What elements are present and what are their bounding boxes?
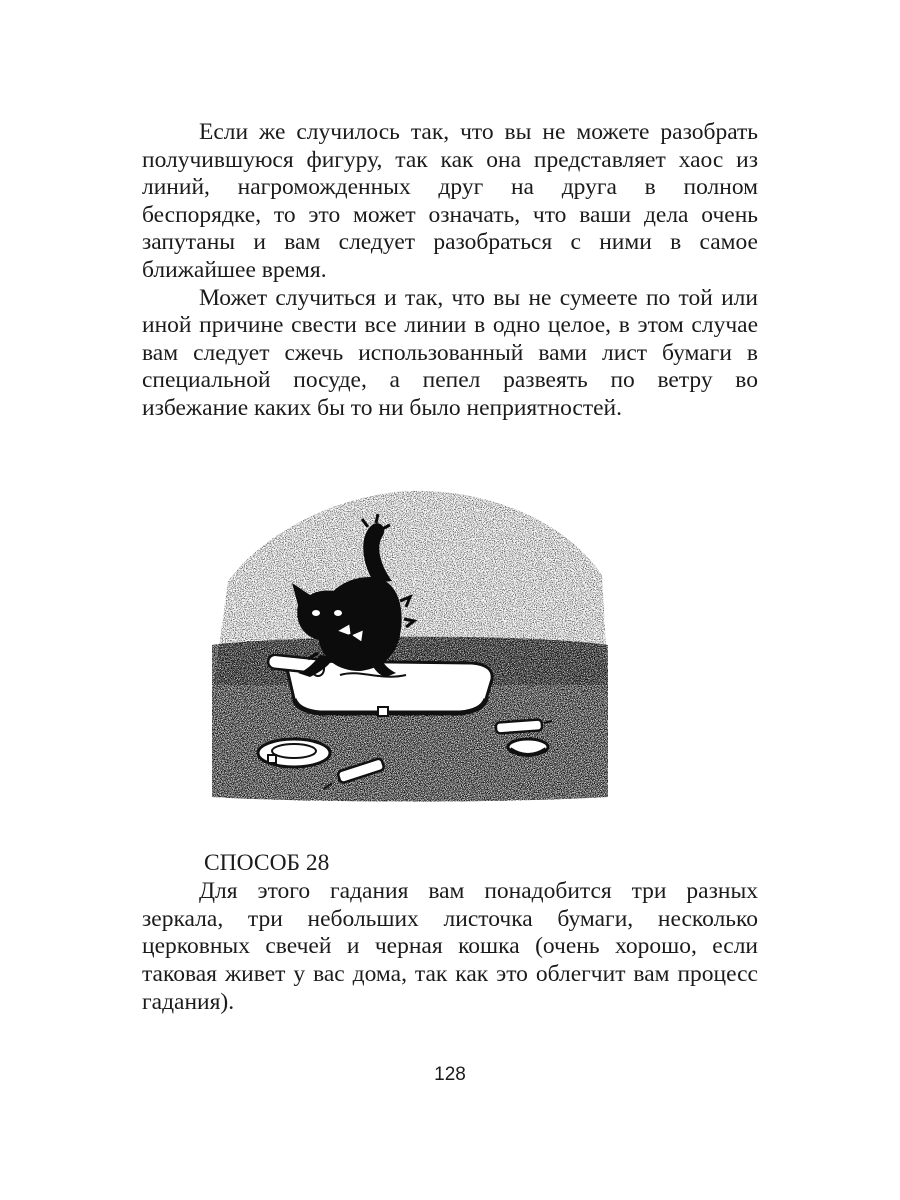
paragraph-1-line-6: ближайшее время. — [142, 257, 327, 283]
paragraph-1-line-4: беспорядке, то это может означать, что ваши дела очень — [142, 202, 758, 228]
round-mirror — [258, 739, 330, 767]
paragraph-1-line-1: Если же случилось так, что вы не можете разобрать — [199, 119, 758, 145]
paragraph-2-line-5: избежание каких бы то ни было неприятностей. — [142, 395, 622, 421]
section-heading: СПОСОБ 28 — [204, 850, 330, 876]
section-line-5: гадания). — [142, 989, 235, 1015]
paragraph-2-line-4: специальной посуде, а пепел развеять по ветру во — [142, 367, 758, 393]
paragraph-1-line-2: получившуюся фигуру, так как она представляет хаос из — [142, 147, 758, 173]
cat-illustration-icon — [210, 485, 610, 805]
paragraph-2-line-3: вам следует сжечь использованный вами лист бумаги в — [142, 340, 758, 366]
section-line-4: таковая живет у вас дома, так как это облегчит вам процесс — [142, 961, 758, 987]
paragraph-2-line-2: иной причине свести все линии в одно целое, в этом случае — [142, 312, 758, 338]
section-line-2: зеркала, три небольших листочка бумаги, несколько — [142, 906, 758, 932]
section-line-1: Для этого гадания вам понадобится три разных — [199, 878, 758, 904]
paragraph-1-line-5: запутаны и вам следует разобраться с ними в самое — [142, 229, 758, 255]
page-number: 128 — [434, 1064, 466, 1085]
small-mirror — [508, 739, 548, 755]
paragraph-2-line-1: Может случиться и так, что вы не сумеете по той или — [199, 285, 758, 311]
paragraph-1-line-3: линий, нагроможденных друг на друга в полном — [142, 174, 758, 200]
section-line-3: церковных свечей и черная кошка (очень хорошо, если — [142, 933, 758, 959]
